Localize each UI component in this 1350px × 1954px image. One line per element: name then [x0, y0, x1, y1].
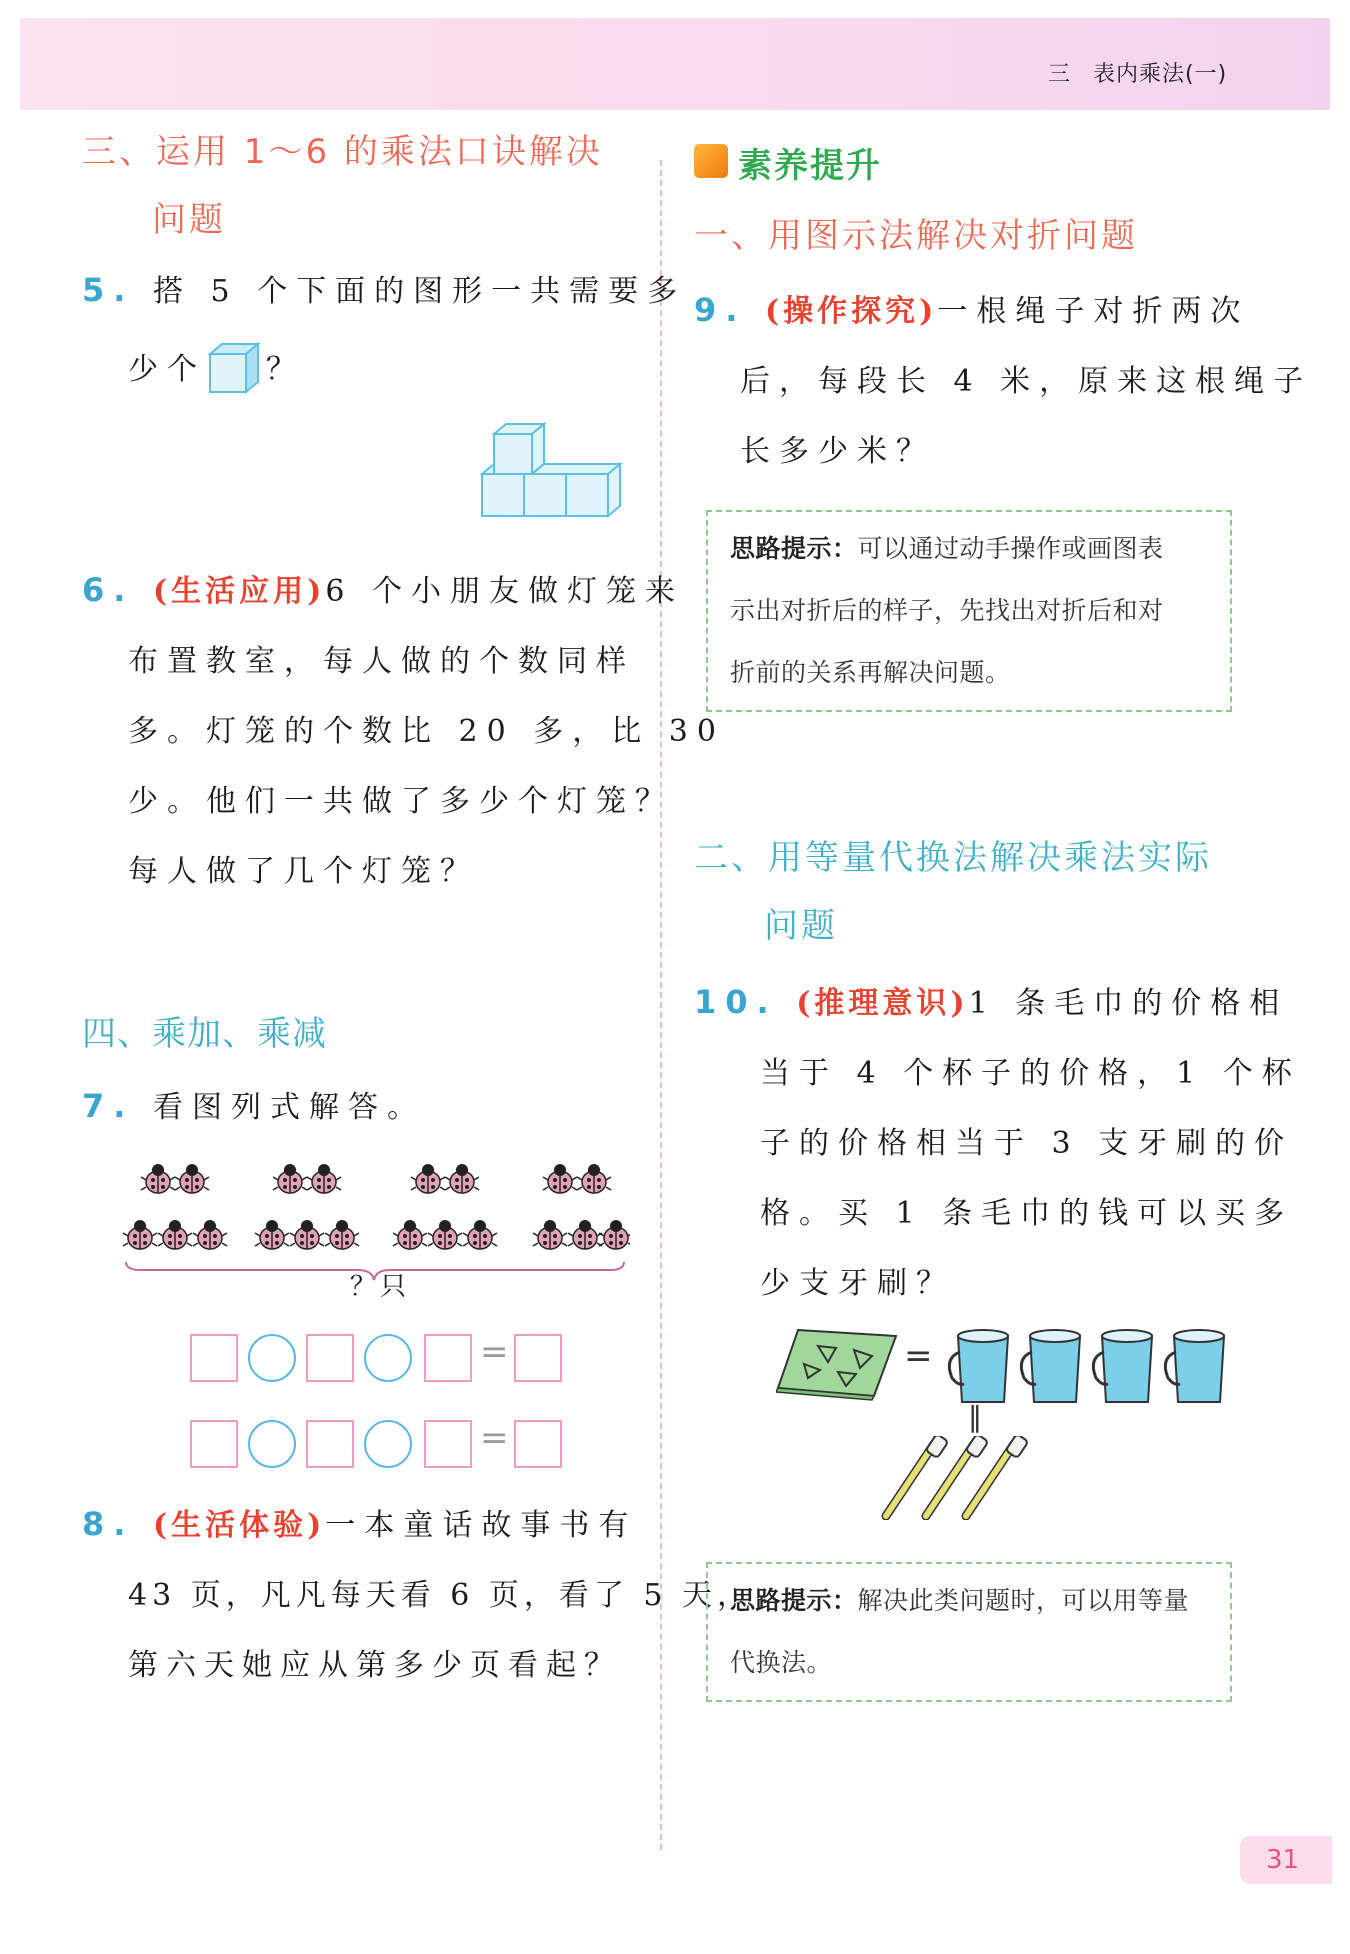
q8-line2: 43 页，凡凡每天看 6 页，看了 5 天，	[128, 1578, 753, 1613]
operator-circle[interactable]	[364, 1334, 412, 1382]
equals-sign: =	[480, 1418, 509, 1458]
cube-icon	[204, 340, 264, 396]
q7-line	[82, 1082, 426, 1126]
q5-text1: 搭 5 个下面的图形一共需要多	[152, 274, 687, 309]
parallel-sign: ‖	[968, 1400, 982, 1433]
q6-line5: 每人做了几个灯笼？	[128, 854, 479, 889]
q5-text2a: 少个	[128, 352, 206, 387]
cup-icon	[1165, 1330, 1224, 1402]
cup-group	[944, 1326, 1234, 1406]
hint-1-label: 思路提示：	[730, 534, 858, 563]
towel-icon	[776, 1326, 900, 1402]
q8-line1	[82, 1500, 637, 1544]
q6-line3: 多。灯笼的个数比 20 多，比 30	[128, 714, 725, 749]
answer-box[interactable]	[514, 1334, 562, 1382]
q8-tag: (生活体验)	[152, 1508, 326, 1543]
q8-line3: 第六天她应从第多少页看起？	[128, 1648, 622, 1683]
q5-line1	[82, 266, 686, 310]
ladder-icon	[694, 144, 728, 178]
right-section-1-title: 一、用图示法解决对折问题	[694, 216, 1138, 256]
q6-text1: 6 个小朋友做灯笼来	[325, 574, 684, 609]
q9-line3: 长多少米？	[740, 434, 935, 469]
hint-box-1	[706, 510, 1232, 712]
ladybug-group-1	[123, 1164, 227, 1249]
q9-text1: 一根绳子对折两次	[937, 294, 1250, 329]
q10-tag: (推理意识)	[796, 986, 969, 1021]
section-3-title-cont: 问题	[152, 200, 226, 240]
operator-circle[interactable]	[248, 1420, 296, 1468]
q9-tag: (操作探究)	[764, 294, 938, 329]
q10-text1: 1 条毛巾的价格相	[968, 986, 1289, 1021]
q10-line1	[694, 978, 1288, 1022]
operator-circle[interactable]	[364, 1420, 412, 1468]
right-section-2-title: 二、用等量代换法解决乘法实际	[694, 838, 1212, 878]
chapter-title: 表内乘法(一)	[1093, 62, 1228, 87]
page-number: 31	[1240, 1836, 1332, 1884]
q9-line2: 后，每段长 4 米，原来这根绳子	[740, 364, 1313, 399]
section-4-title: 四、乘加、乘减	[82, 1014, 327, 1054]
q6-number: 6.	[82, 571, 135, 609]
equals-sign: =	[480, 1332, 509, 1372]
enhancement-title: 素养提升	[738, 146, 882, 186]
q10-number: 10.	[694, 983, 778, 1021]
q7-text: 看图列式解答。	[152, 1090, 426, 1125]
chapter-header	[1048, 57, 1227, 88]
q6-line1	[82, 566, 684, 610]
section-3-title: 三、运用 1～6 的乘法口诀解决	[82, 132, 603, 172]
hint-1-line2: 示出对折后的样子，先找出对折后和对	[730, 596, 1164, 625]
chapter-number: 三	[1048, 62, 1072, 87]
answer-box[interactable]	[424, 1334, 472, 1382]
right-section-2-title-cont: 问题	[764, 906, 838, 946]
hint-2-line1: 解决此类问题时，可以用等量	[857, 1586, 1190, 1615]
cup-icon	[1093, 1330, 1152, 1402]
q7-number: 7.	[82, 1087, 135, 1125]
answer-box[interactable]	[306, 1334, 354, 1382]
q10-line2: 当于 4 个杯子的价格，1 个杯	[760, 1056, 1301, 1091]
cup-icon	[949, 1330, 1008, 1402]
ladybug-group-2	[255, 1164, 359, 1249]
hint-1-line3: 折前的关系再解决问题。	[730, 658, 1011, 687]
q10-line5: 少支牙刷？	[760, 1266, 955, 1301]
cube-shape-figure	[480, 422, 630, 532]
hint-1-line1: 可以通过动手操作或画图表	[857, 534, 1164, 563]
ladybug-group-4	[533, 1164, 630, 1249]
q10-line4: 格。买 1 条毛巾的钱可以买多	[760, 1196, 1294, 1231]
operator-circle[interactable]	[248, 1334, 296, 1382]
q6-line4: 少。他们一共做了多少个灯笼？	[128, 784, 674, 819]
q8-number: 8.	[82, 1505, 135, 1543]
q9-line1	[694, 286, 1249, 330]
hint-box-2	[706, 1562, 1232, 1702]
brace-label: ？只	[350, 1272, 411, 1302]
answer-box[interactable]	[190, 1420, 238, 1468]
ladybug-group-3	[393, 1164, 497, 1249]
toothbrush-group	[880, 1436, 1040, 1520]
equals-sign: =	[904, 1336, 933, 1376]
cup-icon	[1021, 1330, 1080, 1402]
hint-2-line2: 代换法。	[730, 1648, 833, 1677]
answer-box[interactable]	[514, 1420, 562, 1468]
q10-line3: 子的价格相当于 3 支牙刷的价	[760, 1126, 1294, 1161]
q8-text1: 一本童话故事书有	[325, 1508, 638, 1543]
q6-tag: (生活应用)	[152, 574, 326, 609]
answer-box[interactable]	[190, 1334, 238, 1382]
answer-box[interactable]	[424, 1420, 472, 1468]
hint-2-label: 思路提示：	[730, 1586, 858, 1615]
answer-box[interactable]	[306, 1420, 354, 1468]
q9-number: 9.	[694, 291, 747, 329]
q6-line2: 布置教室，每人做的个数同样	[128, 644, 635, 679]
q5-text2b: ？	[266, 352, 305, 387]
q5-number: 5.	[82, 271, 135, 309]
